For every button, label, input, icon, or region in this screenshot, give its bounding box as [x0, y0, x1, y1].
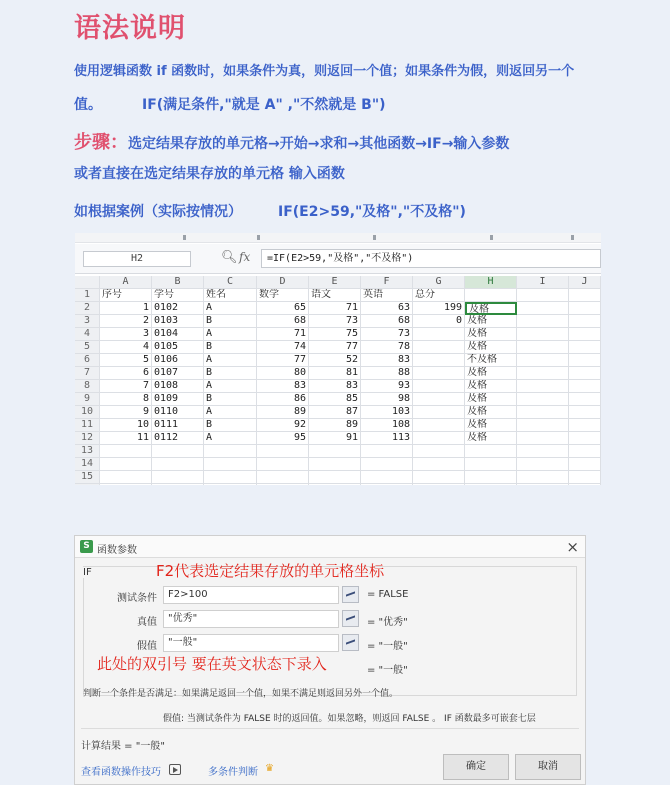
cell-g1[interactable]: 总分: [413, 289, 465, 302]
cell-d10[interactable]: 89: [257, 406, 309, 419]
cell-j9[interactable]: [569, 393, 601, 406]
cell-d9[interactable]: 86: [257, 393, 309, 406]
table-row: [75, 367, 601, 380]
row-header[interactable]: 10: [75, 406, 100, 419]
cell-b15[interactable]: [152, 471, 204, 484]
cell-e2[interactable]: 71: [309, 302, 361, 315]
cell-a16[interactable]: [100, 484, 152, 485]
cell-h7[interactable]: 及格: [465, 367, 517, 380]
cell-e4[interactable]: 75: [309, 328, 361, 341]
cell-i11[interactable]: [517, 419, 569, 432]
column-header-d[interactable]: D: [257, 276, 309, 289]
cell-a11[interactable]: 10: [100, 419, 152, 432]
cell-h3[interactable]: 及格: [465, 315, 517, 328]
cell-d6[interactable]: 77: [257, 354, 309, 367]
cell-i14[interactable]: [517, 458, 569, 471]
cell-f11[interactable]: 108: [361, 419, 413, 432]
multi-condition-link[interactable]: 多条件判断: [208, 767, 258, 778]
cell-d11[interactable]: 92: [257, 419, 309, 432]
example-label: 如根据案例（实际按情况）: [74, 204, 242, 220]
wps-logo-icon: S: [80, 540, 93, 553]
cell-e12[interactable]: 91: [309, 432, 361, 445]
table-row: [75, 315, 601, 328]
cell-b3[interactable]: 0103: [152, 315, 204, 328]
cell-f12[interactable]: 113: [361, 432, 413, 445]
cell-c16[interactable]: [204, 484, 257, 485]
cell-a7[interactable]: 6: [100, 367, 152, 380]
cell-i9[interactable]: [517, 393, 569, 406]
cell-g6[interactable]: [413, 354, 465, 367]
cell-g9[interactable]: [413, 393, 465, 406]
cell-a12[interactable]: 11: [100, 432, 152, 445]
cell-j12[interactable]: [569, 432, 601, 445]
cell-c6[interactable]: A: [204, 354, 257, 367]
param-label-test: 测试条件: [117, 593, 157, 604]
row-header[interactable]: 5: [75, 341, 100, 354]
steps-label: 步骤：: [74, 132, 128, 153]
ok-button[interactable]: 确定: [443, 754, 509, 780]
cell-f3[interactable]: 68: [361, 315, 413, 328]
cell-i15[interactable]: [517, 471, 569, 484]
cell-c1[interactable]: 姓名: [204, 289, 257, 302]
cell-e1[interactable]: 语文: [309, 289, 361, 302]
param-input-false[interactable]: "一般": [163, 634, 339, 652]
ruler: [75, 233, 601, 243]
cell-g15[interactable]: [413, 471, 465, 484]
cell-a2[interactable]: 1: [100, 302, 152, 315]
cell-g14[interactable]: [413, 458, 465, 471]
collapse-button-true[interactable]: [342, 610, 359, 627]
cell-h14[interactable]: [465, 458, 517, 471]
annotation-quotes-note: 此处的双引号 要在英文状态下录入: [97, 655, 327, 673]
column-header-j[interactable]: J: [569, 276, 601, 289]
table-row: [75, 354, 601, 367]
syntax-formula: IF(满足条件,"就是 A" ,"不然就是 B"): [142, 97, 386, 113]
cell-i5[interactable]: [517, 341, 569, 354]
cell-g2[interactable]: 199: [413, 302, 465, 315]
column-header-i[interactable]: I: [517, 276, 569, 289]
row-header[interactable]: 2: [75, 302, 100, 315]
cell-b6[interactable]: 0106: [152, 354, 204, 367]
cell-h12[interactable]: 及格: [465, 432, 517, 445]
column-header-row: [75, 276, 601, 289]
table-row: [75, 289, 601, 302]
cell-b16[interactable]: [152, 484, 204, 485]
table-row: [75, 302, 601, 315]
cell-b4[interactable]: 0104: [152, 328, 204, 341]
cell-g10[interactable]: [413, 406, 465, 419]
example-formula: IF(E2>59,"及格","不及格"): [278, 204, 466, 220]
cell-b9[interactable]: 0109: [152, 393, 204, 406]
cell-e5[interactable]: 77: [309, 341, 361, 354]
cell-e11[interactable]: 89: [309, 419, 361, 432]
row-header[interactable]: 9: [75, 393, 100, 406]
param-result-test: = FALSE: [367, 589, 409, 600]
row-header[interactable]: 4: [75, 328, 100, 341]
cell-g5[interactable]: [413, 341, 465, 354]
syntax-prefix: 值。: [74, 97, 102, 113]
cell-c13[interactable]: [204, 445, 257, 458]
alt-method-line: 或者直接在选定结果存放的单元格 输入函数: [74, 166, 345, 182]
fx-icon[interactable]: fx: [239, 250, 251, 264]
cell-i12[interactable]: [517, 432, 569, 445]
spreadsheet: [75, 233, 601, 485]
dialog-titlebar: [75, 536, 585, 558]
cell-g8[interactable]: [413, 380, 465, 393]
cell-h15[interactable]: [465, 471, 517, 484]
cell-j2[interactable]: [569, 302, 601, 315]
cell-c12[interactable]: A: [204, 432, 257, 445]
function-name: IF: [83, 567, 92, 578]
cell-d3[interactable]: 68: [257, 315, 309, 328]
row-header[interactable]: 6: [75, 354, 100, 367]
function-arguments-dialog: [74, 535, 586, 785]
example-line: [74, 201, 466, 221]
column-header-f[interactable]: F: [361, 276, 413, 289]
cell-f9[interactable]: 98: [361, 393, 413, 406]
close-icon[interactable]: ×: [566, 538, 579, 556]
cell-h10[interactable]: 及格: [465, 406, 517, 419]
cell-a5[interactable]: 4: [100, 341, 152, 354]
table-row: [75, 419, 601, 432]
cell-h2[interactable]: 及格: [465, 302, 517, 315]
cell-c3[interactable]: B: [204, 315, 257, 328]
cell-h9[interactable]: 及格: [465, 393, 517, 406]
table-row: [75, 484, 601, 485]
cell-d13[interactable]: [257, 445, 309, 458]
cell-a3[interactable]: 2: [100, 315, 152, 328]
cell-f14[interactable]: [361, 458, 413, 471]
cell-e13[interactable]: [309, 445, 361, 458]
row-header[interactable]: 3: [75, 315, 100, 328]
table-row: [75, 445, 601, 458]
cell-c10[interactable]: A: [204, 406, 257, 419]
cell-a15[interactable]: [100, 471, 152, 484]
cell-j16[interactable]: [569, 484, 601, 485]
formula-bar: [75, 244, 601, 274]
function-description: 判断一个条件是否满足：如果满足返回一个值，如果不满足则返回另外一个值。: [83, 689, 399, 699]
cell-f16[interactable]: [361, 484, 413, 485]
cell-a10[interactable]: 9: [100, 406, 152, 419]
name-box[interactable]: H2: [83, 251, 191, 267]
cell-j13[interactable]: [569, 445, 601, 458]
cell-b8[interactable]: 0108: [152, 380, 204, 393]
cell-e10[interactable]: 87: [309, 406, 361, 419]
cell-i4[interactable]: [517, 328, 569, 341]
cell-f1[interactable]: 英语: [361, 289, 413, 302]
table-row: [75, 380, 601, 393]
cell-i3[interactable]: [517, 315, 569, 328]
video-play-icon[interactable]: [169, 764, 181, 775]
cell-f10[interactable]: 103: [361, 406, 413, 419]
cell-b10[interactable]: 0110: [152, 406, 204, 419]
cell-c9[interactable]: B: [204, 393, 257, 406]
cell-i10[interactable]: [517, 406, 569, 419]
intro-line: 使用逻辑函数 if 函数时，如果条件为真，则返回一个值；如果条件为假，则返回另一个: [74, 64, 575, 79]
cell-i13[interactable]: [517, 445, 569, 458]
row-header[interactable]: 8: [75, 380, 100, 393]
syntax-line: [74, 94, 386, 114]
cell-b7[interactable]: 0107: [152, 367, 204, 380]
cell-d4[interactable]: 71: [257, 328, 309, 341]
cell-a9[interactable]: 8: [100, 393, 152, 406]
cell-c15[interactable]: [204, 471, 257, 484]
steps-line: [74, 128, 509, 154]
cell-d16[interactable]: [257, 484, 309, 485]
cell-e6[interactable]: 52: [309, 354, 361, 367]
param-label-true: 真值: [137, 617, 157, 628]
row-header[interactable]: 13: [75, 445, 100, 458]
table-row: [75, 432, 601, 445]
table-row: [75, 328, 601, 341]
cell-b14[interactable]: [152, 458, 204, 471]
cell-d5[interactable]: 74: [257, 341, 309, 354]
cell-b2[interactable]: 0102: [152, 302, 204, 315]
cell-e14[interactable]: [309, 458, 361, 471]
cell-d7[interactable]: 80: [257, 367, 309, 380]
table-row: [75, 341, 601, 354]
cell-c4[interactable]: A: [204, 328, 257, 341]
row-header[interactable]: 1: [75, 289, 100, 302]
cell-f6[interactable]: 83: [361, 354, 413, 367]
cell-a8[interactable]: 7: [100, 380, 152, 393]
cell-h5[interactable]: 及格: [465, 341, 517, 354]
column-header-a[interactable]: A: [100, 276, 152, 289]
cell-d2[interactable]: 65: [257, 302, 309, 315]
formula-input[interactable]: =IF(E2>59,"及格","不及格"): [261, 249, 601, 268]
table-row: [75, 406, 601, 419]
cell-c7[interactable]: B: [204, 367, 257, 380]
cell-i1[interactable]: [517, 289, 569, 302]
divider: [81, 728, 579, 729]
function-tips-link[interactable]: 查看函数操作技巧: [81, 767, 161, 778]
cell-h4[interactable]: 及格: [465, 328, 517, 341]
cell-f5[interactable]: 78: [361, 341, 413, 354]
cell-f7[interactable]: 88: [361, 367, 413, 380]
param-label-false: 假值: [137, 641, 157, 652]
cell-d14[interactable]: [257, 458, 309, 471]
row-header[interactable]: 14: [75, 458, 100, 471]
row-header[interactable]: 11: [75, 419, 100, 432]
row-header[interactable]: 15: [75, 471, 100, 484]
magnifier-icon[interactable]: 🔍︎: [221, 250, 238, 265]
param-input-test[interactable]: F2>100: [163, 586, 339, 604]
cell-g13[interactable]: [413, 445, 465, 458]
param-result-true: = "优秀": [367, 617, 408, 628]
cell-h13[interactable]: [465, 445, 517, 458]
cell-c5[interactable]: B: [204, 341, 257, 354]
row-header[interactable]: 12: [75, 432, 100, 445]
cell-g12[interactable]: [413, 432, 465, 445]
cell-c11[interactable]: B: [204, 419, 257, 432]
cell-j7[interactable]: [569, 367, 601, 380]
cell-d12[interactable]: 95: [257, 432, 309, 445]
cell-h1[interactable]: [465, 289, 517, 302]
cell-i8[interactable]: [517, 380, 569, 393]
cell-j6[interactable]: [569, 354, 601, 367]
cell-a1[interactable]: 序号: [100, 289, 152, 302]
param-input-true[interactable]: "优秀": [163, 610, 339, 628]
overall-result: = "一般": [367, 665, 408, 676]
crown-icon: ♛: [265, 763, 274, 774]
column-header-b[interactable]: B: [152, 276, 204, 289]
cell-e7[interactable]: 81: [309, 367, 361, 380]
cell-a14[interactable]: [100, 458, 152, 471]
cell-h16[interactable]: [465, 484, 517, 485]
cell-g7[interactable]: [413, 367, 465, 380]
cell-f15[interactable]: [361, 471, 413, 484]
page-title: 语法说明: [74, 13, 186, 44]
cell-f13[interactable]: [361, 445, 413, 458]
annotation-cell-note: F2代表选定结果存放的单元格坐标: [156, 562, 385, 580]
cell-i7[interactable]: [517, 367, 569, 380]
cell-g16[interactable]: [413, 484, 465, 485]
cell-e8[interactable]: 83: [309, 380, 361, 393]
collapse-button-test[interactable]: [342, 586, 359, 603]
cell-g3[interactable]: 0: [413, 315, 465, 328]
cell-d15[interactable]: [257, 471, 309, 484]
cell-i6[interactable]: [517, 354, 569, 367]
cell-b5[interactable]: 0105: [152, 341, 204, 354]
cell-b12[interactable]: 0112: [152, 432, 204, 445]
cell-j8[interactable]: [569, 380, 601, 393]
cell-f4[interactable]: 73: [361, 328, 413, 341]
cell-d8[interactable]: 83: [257, 380, 309, 393]
cell-j4[interactable]: [569, 328, 601, 341]
cell-j15[interactable]: [569, 471, 601, 484]
cell-j10[interactable]: [569, 406, 601, 419]
cell-e15[interactable]: [309, 471, 361, 484]
cell-a6[interactable]: 5: [100, 354, 152, 367]
cell-b13[interactable]: [152, 445, 204, 458]
cell-b1[interactable]: 学号: [152, 289, 204, 302]
column-header-h[interactable]: H: [465, 276, 517, 289]
column-header-e[interactable]: E: [309, 276, 361, 289]
table-row: [75, 471, 601, 484]
cell-j5[interactable]: [569, 341, 601, 354]
cell-h8[interactable]: 及格: [465, 380, 517, 393]
cell-h6[interactable]: 不及格: [465, 354, 517, 367]
cell-i16[interactable]: [517, 484, 569, 485]
cell-c14[interactable]: [204, 458, 257, 471]
column-header-g[interactable]: G: [413, 276, 465, 289]
cell-b11[interactable]: 0111: [152, 419, 204, 432]
cell-e16[interactable]: [309, 484, 361, 485]
param-description: 假值: 当测试条件为 FALSE 时的返回值。如果忽略，则返回 FALSE 。 IF 函数最多可嵌套七层: [163, 714, 536, 724]
cell-e3[interactable]: 73: [309, 315, 361, 328]
cell-a13[interactable]: [100, 445, 152, 458]
param-result-false: = "一般": [367, 641, 408, 652]
cell-f8[interactable]: 93: [361, 380, 413, 393]
cell-j14[interactable]: [569, 458, 601, 471]
cell-e9[interactable]: 85: [309, 393, 361, 406]
table-row: [75, 393, 601, 406]
row-header[interactable]: [75, 484, 100, 485]
cell-g11[interactable]: [413, 419, 465, 432]
corner-cell[interactable]: [75, 276, 100, 289]
cell-j1[interactable]: [569, 289, 601, 302]
cell-h11[interactable]: 及格: [465, 419, 517, 432]
cell-f2[interactable]: 63: [361, 302, 413, 315]
cell-j3[interactable]: [569, 315, 601, 328]
cell-c2[interactable]: A: [204, 302, 257, 315]
cancel-button[interactable]: 取消: [515, 754, 581, 780]
cell-d1[interactable]: 数学: [257, 289, 309, 302]
collapse-button-false[interactable]: [342, 634, 359, 651]
dialog-title: 函数参数: [97, 545, 137, 556]
cell-c8[interactable]: A: [204, 380, 257, 393]
calc-result: 计算结果 = "一般": [81, 741, 165, 752]
cell-g4[interactable]: [413, 328, 465, 341]
steps-text: 选定结果存放的单元格→开始→求和→其他函数→IF→输入参数: [128, 136, 510, 152]
column-header-c[interactable]: C: [204, 276, 257, 289]
cell-a4[interactable]: 3: [100, 328, 152, 341]
cell-i2[interactable]: [517, 302, 569, 315]
cell-j11[interactable]: [569, 419, 601, 432]
row-header[interactable]: 7: [75, 367, 100, 380]
table-row: [75, 458, 601, 471]
